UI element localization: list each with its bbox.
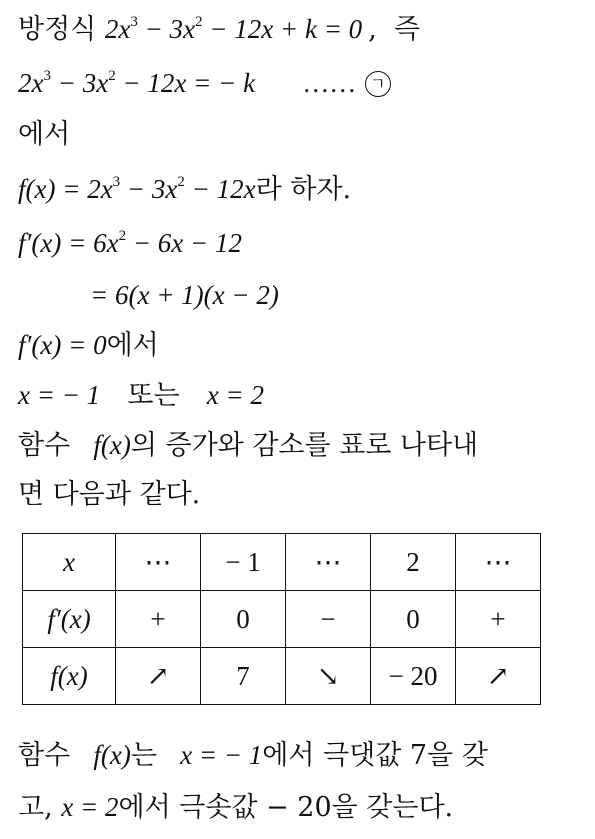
table-cell: 0 [201, 591, 286, 648]
line-conclusion-2: 고, x = 2에서 극솟값 − 20을 갖는다. [18, 792, 454, 823]
table-cell: 0 [371, 591, 456, 648]
line-from: 에서 [18, 119, 71, 150]
table-cell: + [456, 591, 541, 648]
table-cell: + [116, 591, 201, 648]
f-definition: $f(x) = 2x^3 - 3x^2 - 12x$ [18, 174, 256, 204]
max-point: x = − 1 [180, 740, 263, 770]
square-term: − $3x^2$ [137, 14, 203, 44]
line-derivative [18, 226, 242, 261]
table-cell: ⋯ [286, 534, 371, 591]
circled-label-giyeok: ㄱ [365, 71, 391, 97]
critical-point-1: x = − 1 [18, 380, 101, 410]
table-cell: ⋯ [456, 534, 541, 591]
table-cell: x [23, 534, 116, 591]
increasing-arrow-icon: ↗ [456, 648, 541, 705]
derivative-expression: $f'(x) = 6x^2 - 6x - 12$ [18, 228, 243, 258]
cubic-term: $2x^3$ [18, 68, 51, 98]
let-text: 라 하자. [255, 174, 352, 205]
table-cell: − [286, 591, 371, 648]
line-critical-points [18, 378, 264, 413]
function-f: f(x) [93, 430, 131, 460]
decreasing-arrow-icon: ↘ [286, 648, 371, 705]
word-that-is: 즉 [393, 14, 421, 45]
line-derivative-factored: = 6(x + 1)(x − 2) [90, 280, 279, 310]
table-row-derivative [23, 591, 541, 648]
line-equation-rearranged [18, 66, 391, 101]
increasing-arrow-icon: ↗ [116, 648, 201, 705]
min-point: x = 2 [61, 792, 119, 822]
line-table-intro-2: 면 다음과 같다. [18, 479, 201, 510]
line-derivative-zero [18, 328, 159, 363]
table-cell: ⋯ [116, 534, 201, 591]
table-row-x [23, 534, 541, 591]
square-term: − $3x^2$ [50, 68, 116, 98]
line-table-intro-1: 함수 f(x)의 증가와 감소를 표로 나타내 [18, 430, 479, 461]
table-cell: f′(x) [23, 591, 116, 648]
equation-rest: − 12x = − k [115, 68, 256, 98]
derivative-zero-eq: f′(x) = 0 [18, 330, 107, 360]
cubic-term: $2x^3$ [104, 14, 138, 44]
line-equation-intro: 방정식 $2x^3 - 3x^2 - 12x + k = 0$ , 즉 [18, 14, 421, 45]
line-conclusion-1: 함수 f(x)는 x = − 1에서 극댓값 7을 갖 [18, 740, 488, 771]
or-text: 또는 [127, 380, 180, 411]
word-equation: 방정식 [18, 14, 97, 45]
ellipsis: …… [302, 68, 357, 98]
table-cell: − 20 [371, 648, 456, 705]
table-cell: f(x) [23, 648, 116, 705]
table-cell: 7 [201, 648, 286, 705]
equation-rest: − 12x + k = 0 [202, 14, 363, 44]
table-cell: − 1 [201, 534, 286, 591]
variation-table [22, 533, 541, 705]
table-row-function [23, 648, 541, 705]
function-f: f(x) [93, 740, 131, 770]
from-text: 에서 [106, 330, 159, 361]
table-cell: 2 [371, 534, 456, 591]
line-define-f [18, 172, 351, 207]
critical-point-2: x = 2 [206, 380, 264, 410]
